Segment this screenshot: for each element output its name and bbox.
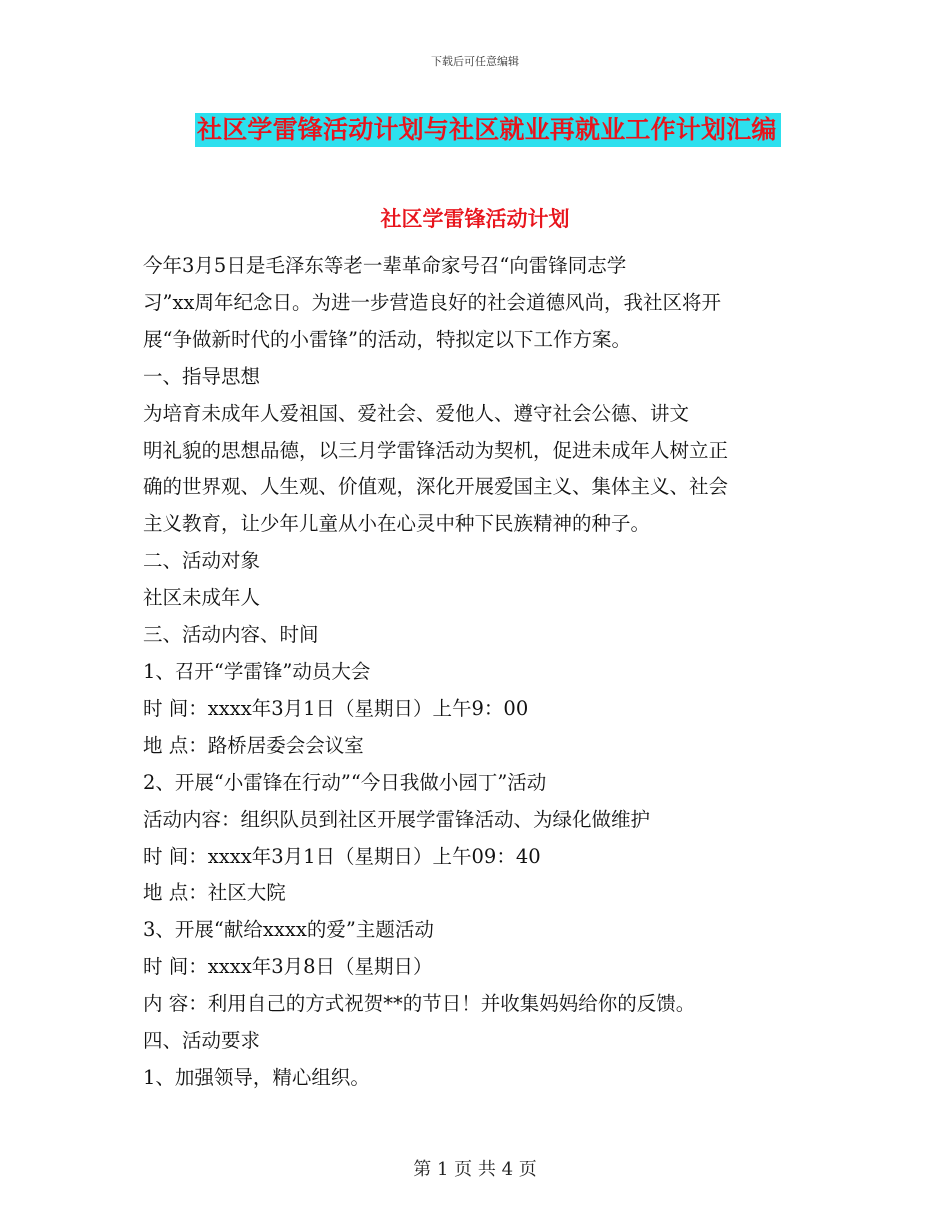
activity-item-2: 2、开展“小雷锋在行动”“今日我做小园丁”活动	[143, 770, 547, 794]
guide-line-1: 为培育未成年人爱祖国、爱社会、爱他人、遵守社会公德、讲文	[143, 401, 690, 425]
section-heading-3: 三、活动内容、时间	[143, 623, 319, 647]
activity-item-1-place: 地 点：路桥居委会会议室	[143, 733, 364, 757]
activity-item-2-time: 时 间：xxxx年3月1日（星期日）上午09：40	[143, 844, 541, 868]
activity-item-1: 1、召开“学雷锋”动员大会	[143, 659, 371, 683]
section-heading-1: 一、指导思想	[143, 364, 261, 388]
document-main-title: 社区学雷锋活动计划与社区就业再就业工作计划汇编	[195, 113, 781, 147]
activity-item-2-place: 地 点：社区大院	[143, 881, 286, 905]
guide-line-4: 主义教育，让少年儿童从小在心灵中种下民族精神的种子。	[143, 512, 651, 536]
header-note: 下载后可任意编辑	[431, 55, 519, 68]
page-footer: 第 1 页 共 4 页	[413, 1159, 537, 1180]
activity-item-2-content: 活动内容：组织队员到社区开展学雷锋活动、为绿化做维护	[143, 807, 651, 831]
requirement-1: 1、加强领导，精心组织。	[143, 1065, 370, 1089]
section-title: 社区学雷锋活动计划	[380, 206, 570, 231]
activity-item-3-time: 时 间：xxxx年3月8日（星期日）	[143, 955, 433, 979]
activity-item-1-time: 时 间：xxxx年3月1日（星期日）上午9：00	[143, 696, 529, 720]
section-heading-2: 二、活动对象	[143, 549, 261, 573]
target-text: 社区未成年人	[143, 586, 261, 610]
section-heading-4: 四、活动要求	[143, 1029, 261, 1053]
document-body	[143, 248, 805, 1097]
intro-line-2: 习”xx周年纪念日。为进一步营造良好的社会道德风尚，我社区将开	[143, 290, 721, 314]
intro-line-3: 展“争做新时代的小雷锋”的活动，特拟定以下工作方案。	[143, 327, 631, 351]
guide-line-2: 明礼貌的思想品德，以三月学雷锋活动为契机，促进未成年人树立正	[143, 438, 729, 462]
activity-item-3: 3、开展“献给xxxx的爱”主题活动	[143, 918, 434, 942]
activity-item-3-content: 内 容：利用自己的方式祝贺**的节日！并收集妈妈给你的反馈。	[143, 992, 696, 1016]
intro-line-1: 今年3月5日是毛泽东等老一辈革命家号召“向雷锋同志学	[143, 254, 627, 277]
guide-line-3: 确的世界观、人生观、价值观，深化开展爱国主义、集体主义、社会	[143, 475, 729, 499]
